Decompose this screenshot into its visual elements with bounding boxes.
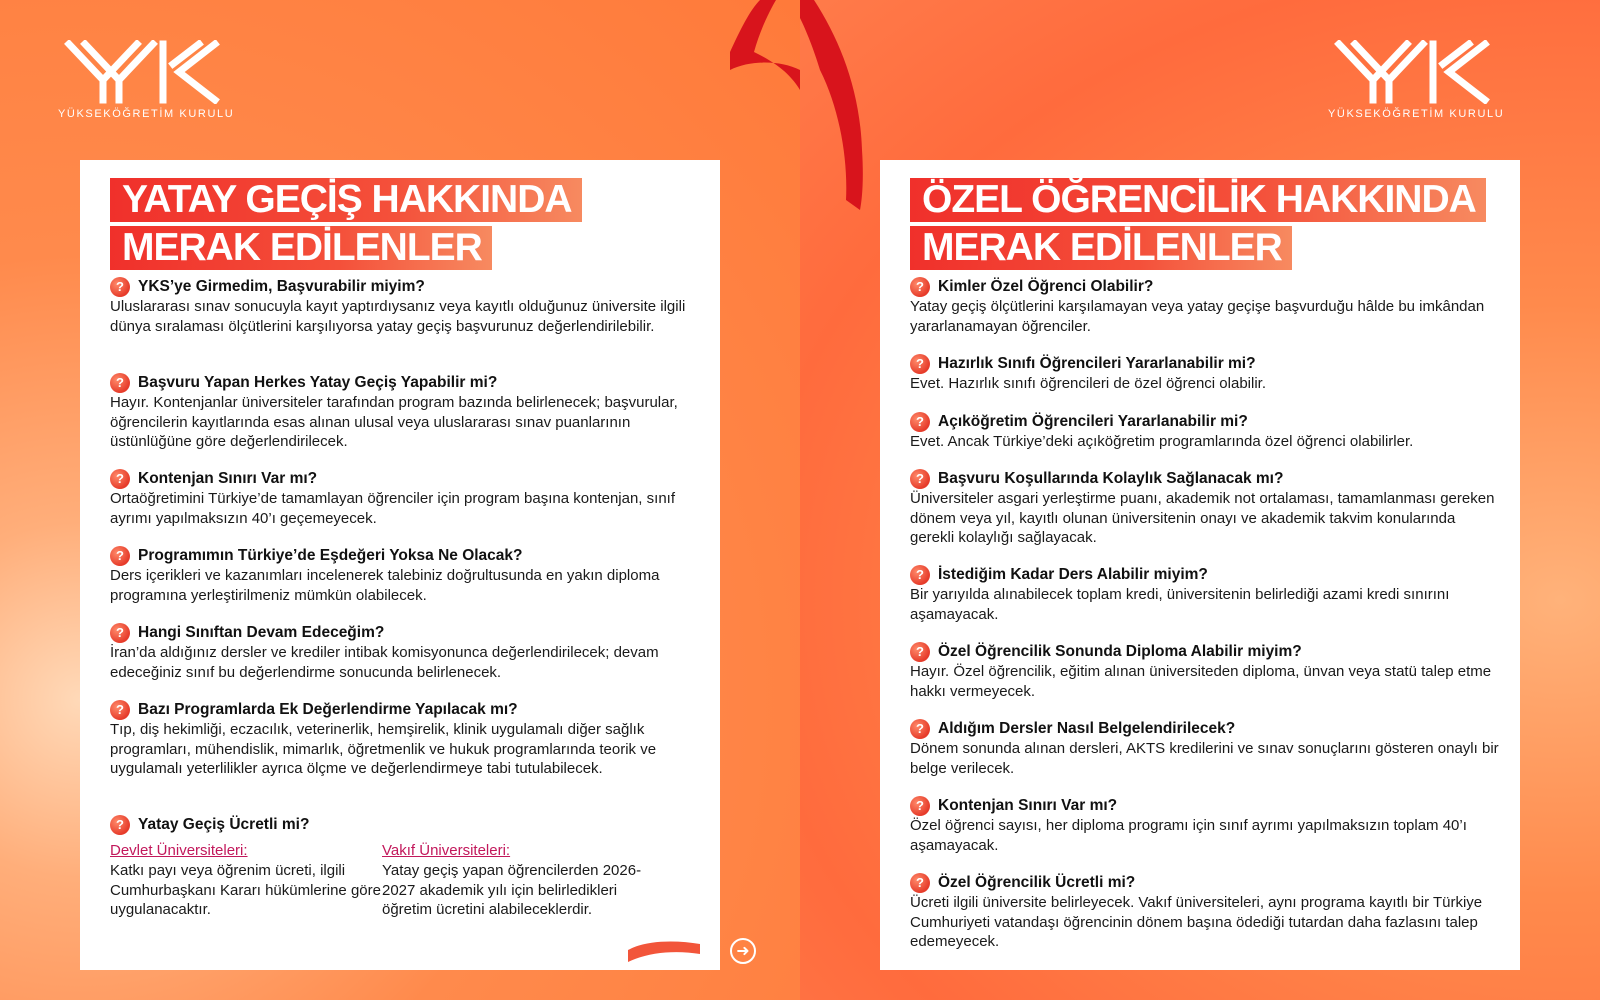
faq-answer: Bir yarıyılda alınabilecek toplam kredi, üniversitenin belirlediği azami kredi sınırını aşamayacak. (910, 586, 1450, 623)
faq-answer: Uluslararası sınav sonucuyla kayıt yaptırdıysanız veya kayıtlı olduğunuz üniversite ilgili dünya sıralaması ölçütlerini karşılıyorsa yatay geçiş başvurunuz değerlendirilebilir. (110, 298, 686, 335)
faq-answer: Evet. Ancak Türkiye’deki açıköğretim programlarında özel öğrenci olabilirler. (910, 433, 1414, 450)
faq-question: Aldığım Dersler Nasıl Belgelendirilecek? (938, 720, 1236, 737)
faq-item (110, 700, 700, 779)
faq-answer: Ders içerikleri ve kazanımları incelenerek talebiniz doğrultusunda en yakın diploma programına yerleştirilmeniz mümkün olabilecek. (110, 567, 660, 604)
logo-text: YÜKSEKÖĞRETİM KURULU (58, 108, 235, 120)
question-icon: ? (110, 623, 130, 643)
faq-item (110, 469, 700, 528)
faq-answer: Özel öğrenci sayısı, her diploma programı için sınıf ayrımı yapılmaksızın toplam 40’ı aşamayacak. (910, 817, 1467, 854)
question-icon: ? (910, 412, 930, 432)
title-line-2: MERAK EDİLENLER (110, 226, 492, 270)
yok-logo-icon (1333, 40, 1493, 104)
yok-logo-icon (63, 40, 223, 104)
faq-item (910, 565, 1500, 624)
faq-question: Yatay Geçiş Ücretli mi? (138, 816, 310, 833)
question-icon: ? (910, 642, 930, 662)
faq-item (110, 277, 700, 336)
faq-item (910, 719, 1500, 778)
faq-question: Bazı Programlarda Ek Değerlendirme Yapılacak mı? (138, 701, 518, 718)
faq-answer: Hayır. Kontenjanlar üniversiteler tarafından program bazında belirlenecek; başvurular, öğrencilerin kayıtlarında esas alınan ulusal veya uluslararası sınav puanlarının üstünlüğüne göre değerlendirilecek. (110, 394, 678, 450)
faq-question: Kontenjan Sınırı Var mı? (938, 797, 1118, 814)
faq-question: Kimler Özel Öğrenci Olabilir? (938, 278, 1154, 295)
question-icon: ? (110, 277, 130, 297)
question-icon: ? (110, 700, 130, 720)
faq-answer: Yatay geçiş ölçütlerini karşılamayan veya yatay geçişe başvurduğu hâlde bu imkândan yararlanamayan öğrenciler. (910, 298, 1485, 335)
question-icon: ? (910, 719, 930, 739)
question-icon: ? (910, 469, 930, 489)
faq-question: Açıköğretim Öğrencileri Yararlanabilir mi? (938, 413, 1248, 430)
swoosh-decoration (626, 938, 702, 964)
right-slide (800, 0, 1600, 1000)
fee-columns (110, 841, 700, 920)
faq-answer: Tıp, diş hekimliği, eczacılık, veterinerlik, hemşirelik, klinik uygulamalı diğer sağlık programları, mühendislik, mimarlık, öğretmenlik ve hukuk programlarında teorik ve uygulamalı yeterlilikler ayrıca ölçme ve değerlendirmeye tabi tutulabilecek. (110, 721, 657, 777)
faq-question: Hazırlık Sınıfı Öğrencileri Yararlanabilir mi? (938, 355, 1256, 372)
private-university-text: Yatay geçiş yapan öğrencilerden 2026-2027 akademik yılı için belirledikleri öğretim ücretini alabileceklerdir. (382, 862, 642, 918)
next-arrow-icon[interactable]: ➜ (730, 938, 756, 964)
state-university-text: Katkı payı veya öğrenim ücreti, ilgili Cumhurbaşkanı Kararı hükümlerine göre uygulanacaktır. (110, 862, 381, 918)
faq-answer: Dönem sonunda alınan dersleri, AKTS kredilerini ve sınav sonuçlarını gösteren onaylı bir belge verilecek. (910, 740, 1499, 777)
faq-answer: Ortaöğretimini Türkiye’de tamamlayan öğrenciler için program başına kontenjan, sınıf ayrımı yapılmaksızın 40’ı geçemeyecek. (110, 490, 675, 527)
faq-item (910, 277, 1500, 336)
page-title (110, 178, 582, 274)
faq-answer: Ücreti ilgili üniversite belirleyecek. Vakıf üniversiteleri, aynı programa kayıtlı bir Türkiye Cumhuriyeti vatandaşı öğrencinin dönem başına ödediği tutardan daha fazlasını talep edemeyecek. (910, 894, 1483, 950)
question-icon: ? (110, 546, 130, 566)
left-card (80, 160, 720, 970)
faq-answer: Üniversiteler asgari yerleştirme puanı, akademik not ortalaması, tamamlanması gereken dönem veya yıl, kayıtlı olunan üniversitenin onayı ve akademik takvim konularında gerekli kolaylığı sağlayacak. (910, 490, 1495, 546)
faq-question: Özel Öğrencilik Sonunda Diploma Alabilir miyim? (938, 643, 1302, 660)
faq-answer: Hayır. Özel öğrencilik, eğitim alınan üniversiteden diploma, ünvan veya statü talep etme hakkı vermeyecek. (910, 663, 1492, 700)
question-icon: ? (110, 469, 130, 489)
right-card (880, 160, 1520, 970)
faq-item (910, 642, 1500, 701)
question-icon: ? (910, 565, 930, 585)
ribbon-decoration-right (800, 0, 880, 210)
faq-question: İstediğim Kadar Ders Alabilir miyim? (938, 566, 1208, 583)
faq-item (110, 546, 700, 605)
faq-question: Başvuru Yapan Herkes Yatay Geçiş Yapabilir mi? (138, 374, 498, 391)
faq-item-fee (110, 815, 700, 920)
faq-item (910, 873, 1500, 952)
question-icon: ? (110, 815, 130, 835)
title-line-1: ÖZEL ÖĞRENCİLİK HAKKINDA (910, 178, 1486, 222)
state-university-column (110, 841, 382, 920)
question-icon: ? (910, 873, 930, 893)
title-line-2: MERAK EDİLENLER (910, 226, 1292, 270)
state-university-heading: Devlet Üniversiteleri: (110, 842, 248, 859)
private-university-column (382, 841, 654, 920)
faq-question: Programımın Türkiye’de Eşdeğeri Yoksa Ne Olacak? (138, 547, 523, 564)
question-icon: ? (110, 373, 130, 393)
faq-item (910, 469, 1500, 548)
faq-question: Özel Öğrencilik Ücretli mi? (938, 874, 1136, 891)
faq-question: Hangi Sınıftan Devam Edeceğim? (138, 624, 385, 641)
faq-answer: Evet. Hazırlık sınıfı öğrencileri de özel öğrenci olabilir. (910, 375, 1266, 392)
question-icon: ? (910, 277, 930, 297)
faq-item (110, 623, 700, 682)
question-icon: ? (910, 796, 930, 816)
page-title (910, 178, 1486, 274)
faq-question: Kontenjan Sınırı Var mı? (138, 470, 318, 487)
faq-question: Başvuru Koşullarında Kolaylık Sağlanacak mı? (938, 470, 1284, 487)
private-university-heading: Vakıf Üniversiteleri: (382, 842, 511, 859)
question-icon: ? (910, 354, 930, 374)
faq-item (110, 373, 700, 452)
faq-question: YKS’ye Girmedim, Başvurabilir miyim? (138, 278, 425, 295)
faq-answer: İran’da aldığınız dersler ve krediler intibak komisyonunca değerlendirilecek; devam edeceğiniz sınıf bu değerlendirme sonucunda belirlenecek. (110, 644, 659, 681)
yok-logo (58, 40, 235, 120)
faq-item (910, 354, 1500, 394)
yok-logo (1328, 40, 1505, 120)
faq-item (910, 412, 1500, 452)
logo-text: YÜKSEKÖĞRETİM KURULU (1328, 108, 1505, 120)
faq-item (910, 796, 1500, 855)
title-line-1: YATAY GEÇİŞ HAKKINDA (110, 178, 582, 222)
ribbon-decoration-left (730, 0, 800, 90)
